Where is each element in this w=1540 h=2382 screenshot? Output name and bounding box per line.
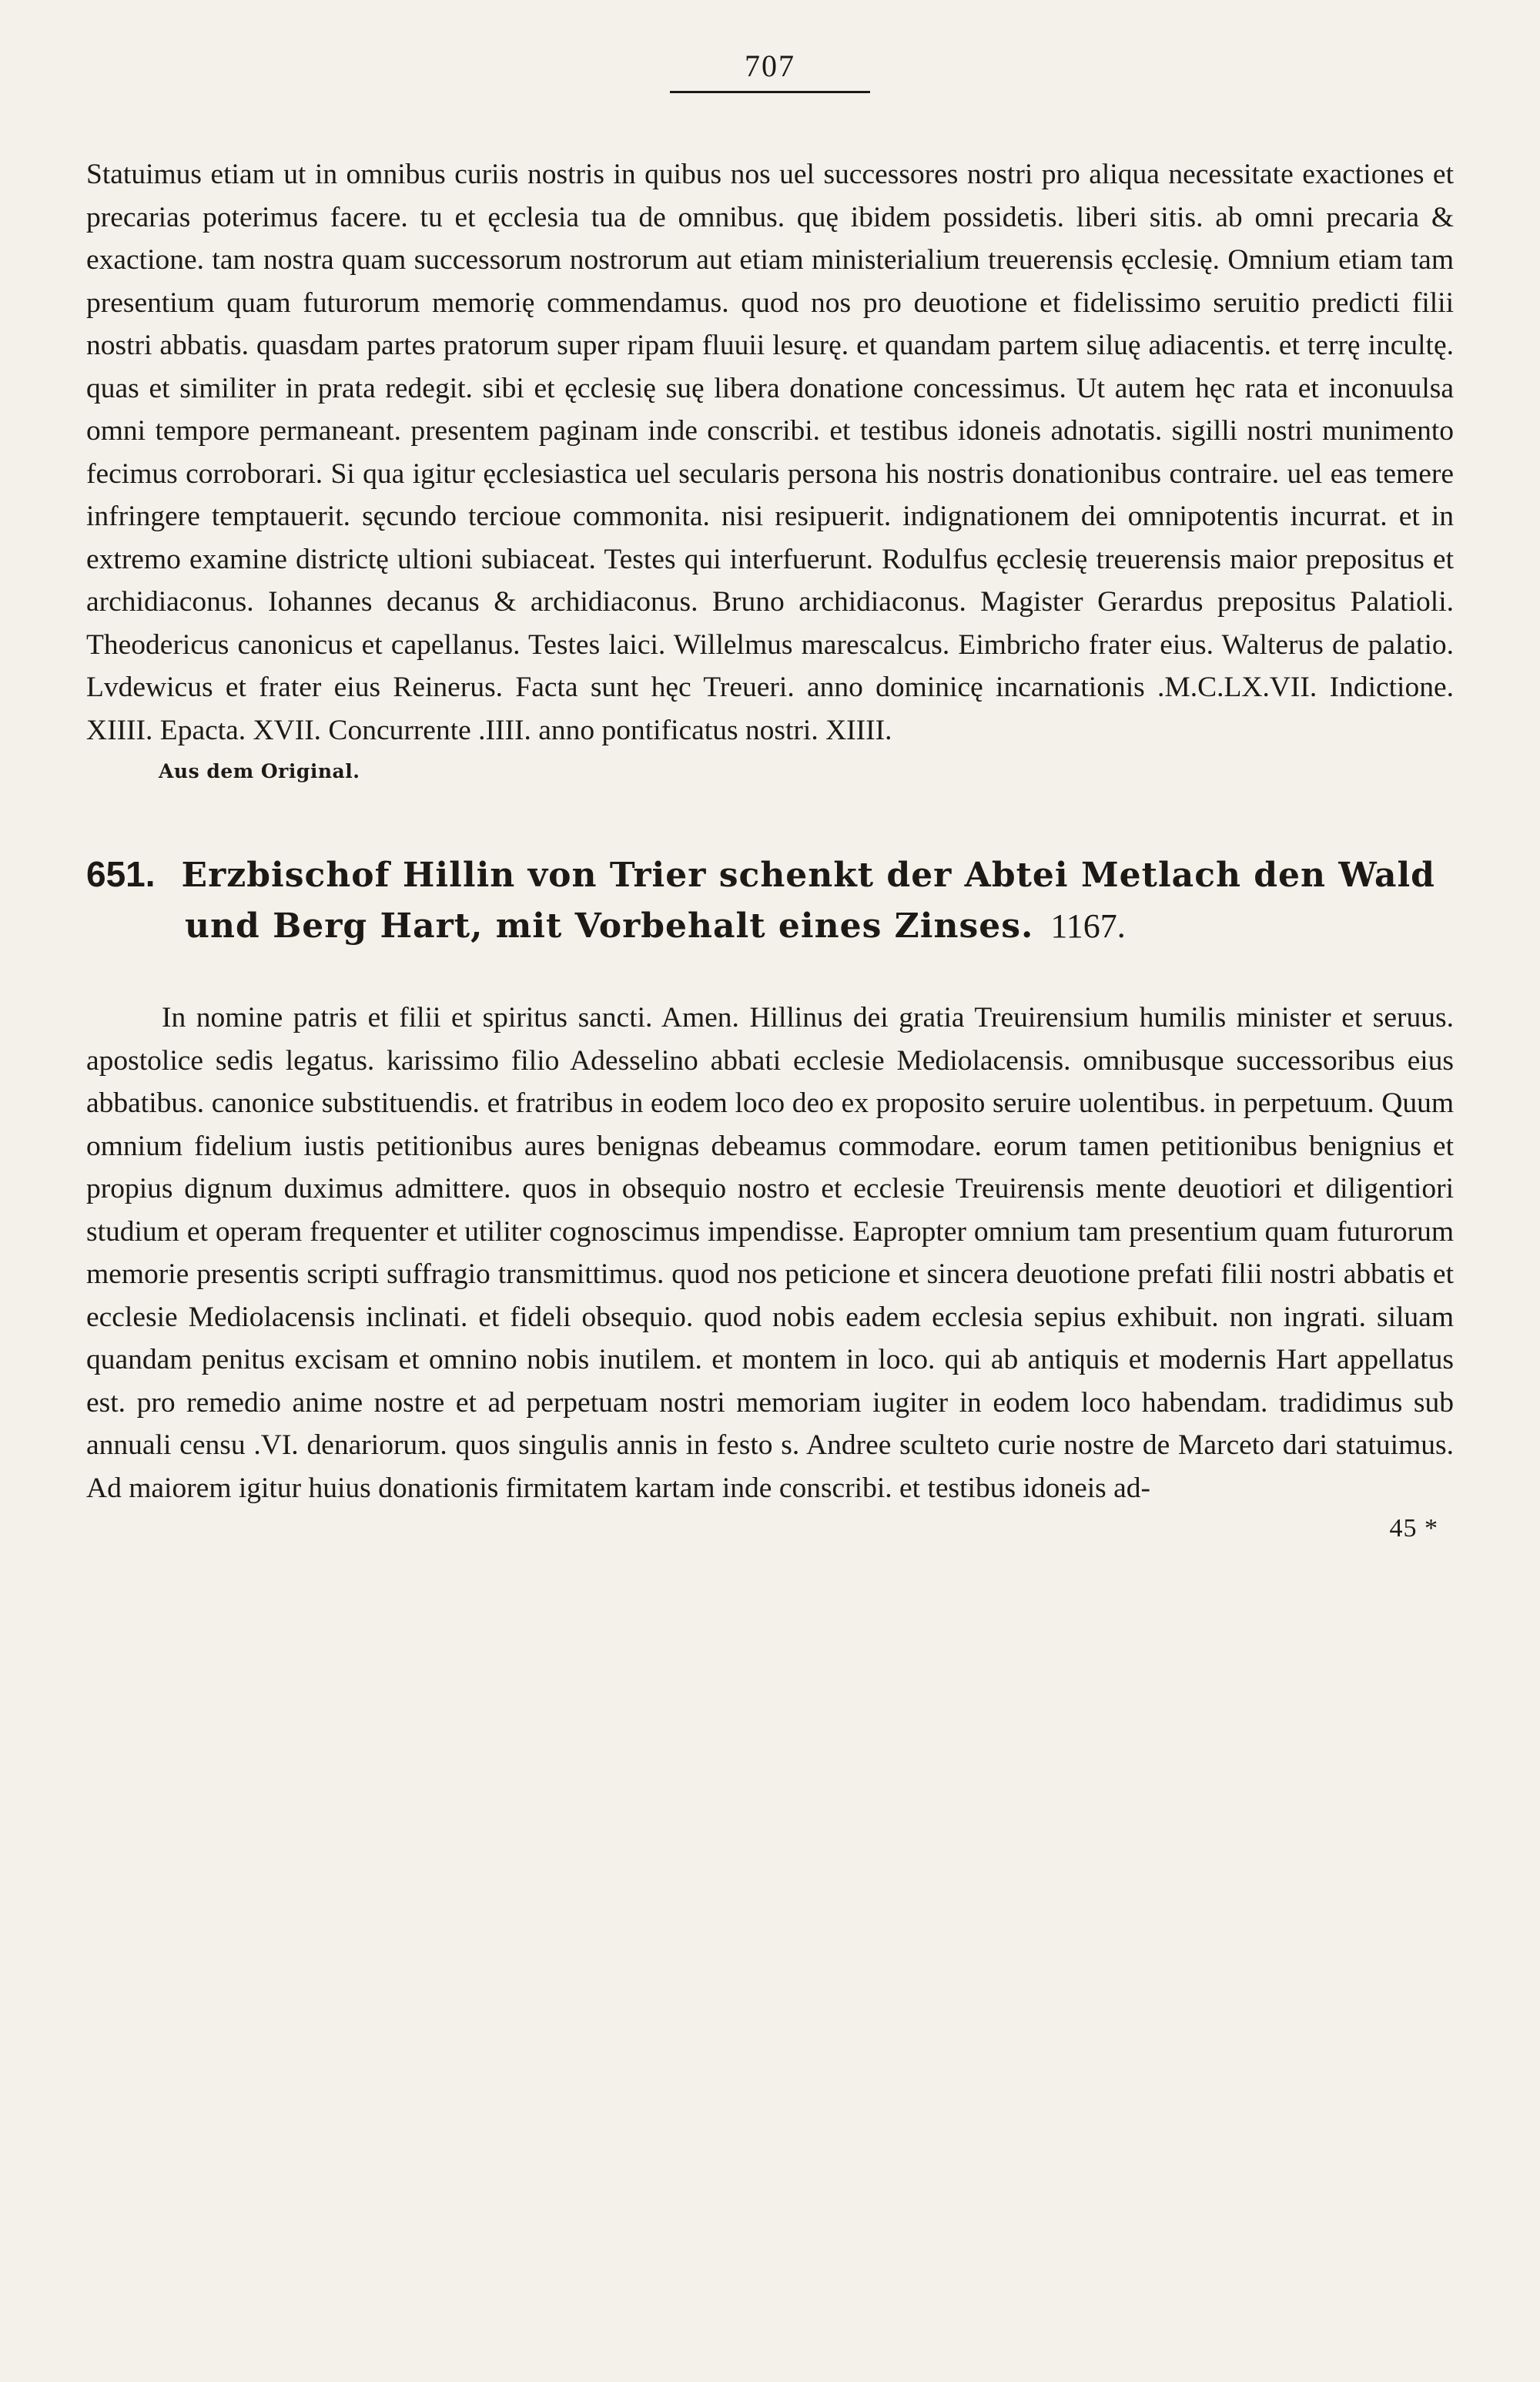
charter-number: 651. — [86, 854, 156, 894]
charter-heading-line2 — [86, 901, 1454, 952]
page-number: 707 — [745, 49, 795, 83]
page-number-rule — [670, 91, 870, 93]
charter-year: 1167. — [1050, 907, 1126, 945]
source-note: Aus dem Original. — [159, 760, 360, 782]
signature-mark: 45 * — [1389, 1514, 1438, 1543]
charter-651-heading — [86, 849, 1454, 952]
charter-650-text: Statuimus etiam ut in omnibus curiis nostris in quibus nos uel successores nostri pro aliqua necessitate exactiones et precarias poterimus facere. tu et ęcclesia tua de omnibus. quę ibidem possidetis. liberi sitis. ab omni precaria & exactione. tam nostra quam successorum nostrorum aut etiam ministerialium treuerensis ęcclesię. Omnium etiam tam presentium quam futurorum memorię commendamus. quod nos pro deuotione et fidelissimo seruitio predicti filii nostri abbatis. quasdam partes pratorum super ripam fluuii lesurę. et quandam partem siluę adiacentis. et terrę incultę. quas et similiter in prata redegit. sibi et ęcclesię suę libera donatione concessimus. Ut autem hęc rata et inconuulsa omni tempore permaneant. presentem paginam inde conscribi. et testibus idoneis adnotatis. sigilli nostri munimento fecimus corroborari. Si qua igitur ęcclesiastica uel secularis persona his nostris donationibus contraire. uel eas temere infringere temptauerit. sęcundo tercioue commonita. nisi resipuerit. indignationem dei omnipotentis incurrat. et in extremo examine districtę ultioni subiaceat. Testes qui interfuerunt. Rodulfus ęcclesię treuerensis maior prepositus et archidiaconus. Iohannes decanus & archidiaconus. Bruno archidiaconus. Magister Gerardus prepositus Palatioli. Theodericus canonicus et capellanus. Testes laici. Willelmus marescalcus. Eimbricho frater eius. Walterus de palatio. Lvdewicus et frater eius Reinerus. Facta sunt hęc Treueri. anno dominicę incarnationis .M.C.LX.VII. Indictione. XIIII. Epacta. XVII. Concurrente .IIII. anno pontificatus nostri. XIIII. — [86, 159, 1454, 746]
charter-651-text: In nomine patris et filii et spiritus sancti. Amen. Hillinus dei gratia Treuirensium humilis minister et seruus. apostolice sedis legatus. karissimo filio Adesselino abbati ecclesie Mediolacensis. omnibusque successoribus eius abbatibus. canonice substituendis. et fratribus in eodem loco deo ex proposito seruire uolentibus. in perpetuum. Quum omnium fidelium iustis petitionibus aures benignas debeamus commodare. eorum tamen petitionibus benignius et propius dignum duximus admittere. quos in obsequio nostro et ecclesie Treuirensis mente deuotiori et diligentiori studium et operam frequenter et utiliter cognoscimus impendisse. Eapropter omnium tam presentium quam futurorum memorie presentis scripti suffragio transmittimus. quod nos peticione et sincera deuotione prefati filii nostri abbatis et ecclesie Mediolacensis inclinati. et fideli obsequio. quod nobis eadem ecclesia sepius exhibuit. non ingrati. siluam quandam penitus excisam et omnino nobis inutilem. et montem in loco. qui ab antiquis et modernis Hart appellatus est. pro remedio anime nostre et ad perpetuam nostri memoriam iugiter in eodem loco habendam. tradidimus sub annuali censu .VI. denariorum. quos singulis annis in festo s. Andree sculteto curie nostre de Marceto dari statuimus. Ad maiorem igitur huius donationis firmitatem kartam inde conscribi. et testibus idoneis ad- — [86, 1002, 1454, 1504]
page — [86, 46, 1454, 2349]
charter-title-part1: Erzbischof Hillin von Trier schenkt der Abtei Metlach den Wald — [181, 856, 1435, 895]
charter-title-part2: und Berg Hart, mit Vorbehalt eines Zinses. — [185, 906, 1034, 946]
